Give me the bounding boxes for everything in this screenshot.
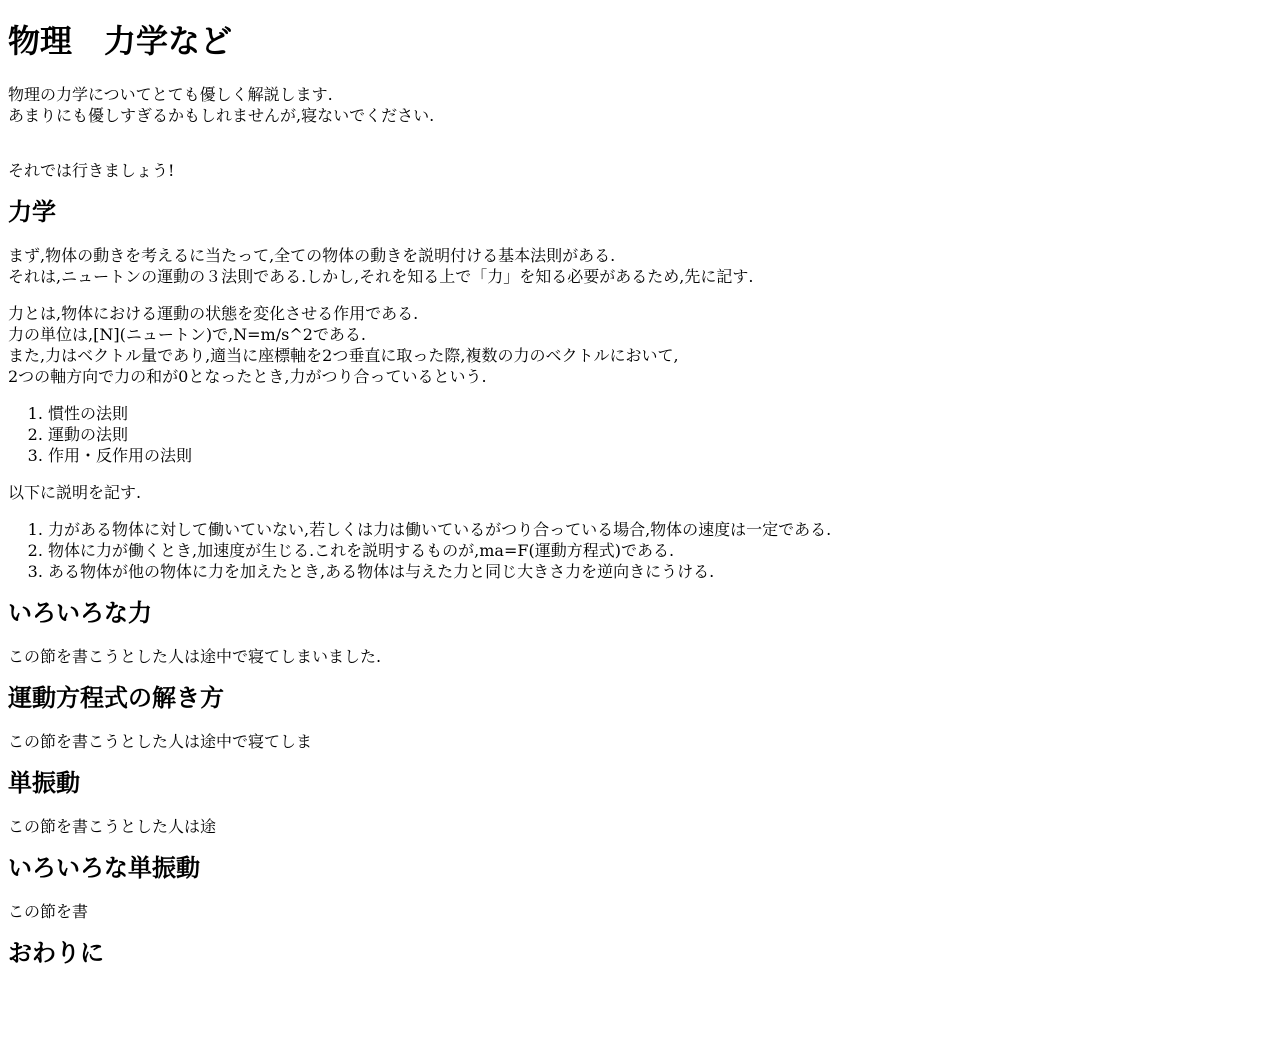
document-page [0, 18, 1284, 968]
paragraph-line: 2つの軸方向で力の和が0となったとき,力がつり合っているという. [8, 367, 487, 386]
list-item: 2. 物体に力が働くとき,加速度が生じる.これを説明するものが,ma=F(運動方程式)である. [48, 540, 1276, 561]
explanation-intro: 以下に説明を記す. [8, 483, 142, 502]
section-heading-mechanics: 力学 [8, 198, 56, 226]
list-item: 3. 作用・反作用の法則 [48, 445, 1276, 466]
section-text-simple-harmonic: この節を書こうとした人は途 [8, 817, 217, 836]
section-heading-various-harmonic: いろいろな単振動 [8, 854, 200, 882]
paragraph-line: 力の単位は,[N](ニュートン)で,N=m/s^2である. [8, 325, 366, 344]
mechanics-paragraph-2 [8, 303, 1276, 387]
section-heading-various-forces: いろいろな力 [8, 599, 152, 627]
section-heading-conclusion: おわりに [8, 939, 104, 967]
section-heading-simple-harmonic: 単振動 [8, 769, 80, 797]
section-text-equation-of-motion: この節を書こうとした人は途中で寝てしま [8, 732, 313, 751]
list-item: 1. 力がある物体に対して働いていない,若しくは力は働いているがつり合っている場合,物体の速度は一定である. [48, 519, 1276, 540]
paragraph-line: まず,物体の動きを考えるに当たって,全ての物体の動きを説明付ける基本法則がある. [8, 246, 616, 265]
list-item: 3. ある物体が他の物体に力を加えたとき,ある物体は与えた力と同じ大きさ力を逆向きにうける. [48, 561, 1276, 582]
list-item: 2. 運動の法則 [48, 424, 1276, 445]
intro-line-1: 物理の力学についてとても優しく解説します. [8, 85, 333, 104]
intro-go-text: それでは行きましょう! [8, 161, 175, 180]
paragraph-line: 力とは,物体における運動の状態を変化させる作用である. [8, 304, 419, 323]
list-item: 1. 慣性の法則 [48, 403, 1276, 424]
section-text-various-harmonic: この節を書 [8, 902, 89, 921]
mechanics-paragraph-1 [8, 245, 1276, 287]
page-title: 物理 力学など [8, 22, 233, 60]
paragraph-line: それは,ニュートンの運動の３法則である.しかし,それを知る上で「力」を知る必要があるため,先に記す. [8, 267, 754, 286]
law-explanations-list [8, 519, 1276, 582]
intro-spacer [8, 126, 1276, 152]
intro-line-2: あまりにも優しすぎるかもしれませんが,寝ないでください. [8, 106, 435, 125]
paragraph-line: また,力はベクトル量であり,適当に座標軸を2つ垂直に取った際,複数の力のベクトルにおいて, [8, 346, 679, 365]
section-text-various-forces: この節を書こうとした人は途中で寝てしまいました. [8, 647, 382, 666]
section-heading-equation-of-motion: 運動方程式の解き方 [8, 684, 224, 712]
newton-laws-list [8, 403, 1276, 466]
